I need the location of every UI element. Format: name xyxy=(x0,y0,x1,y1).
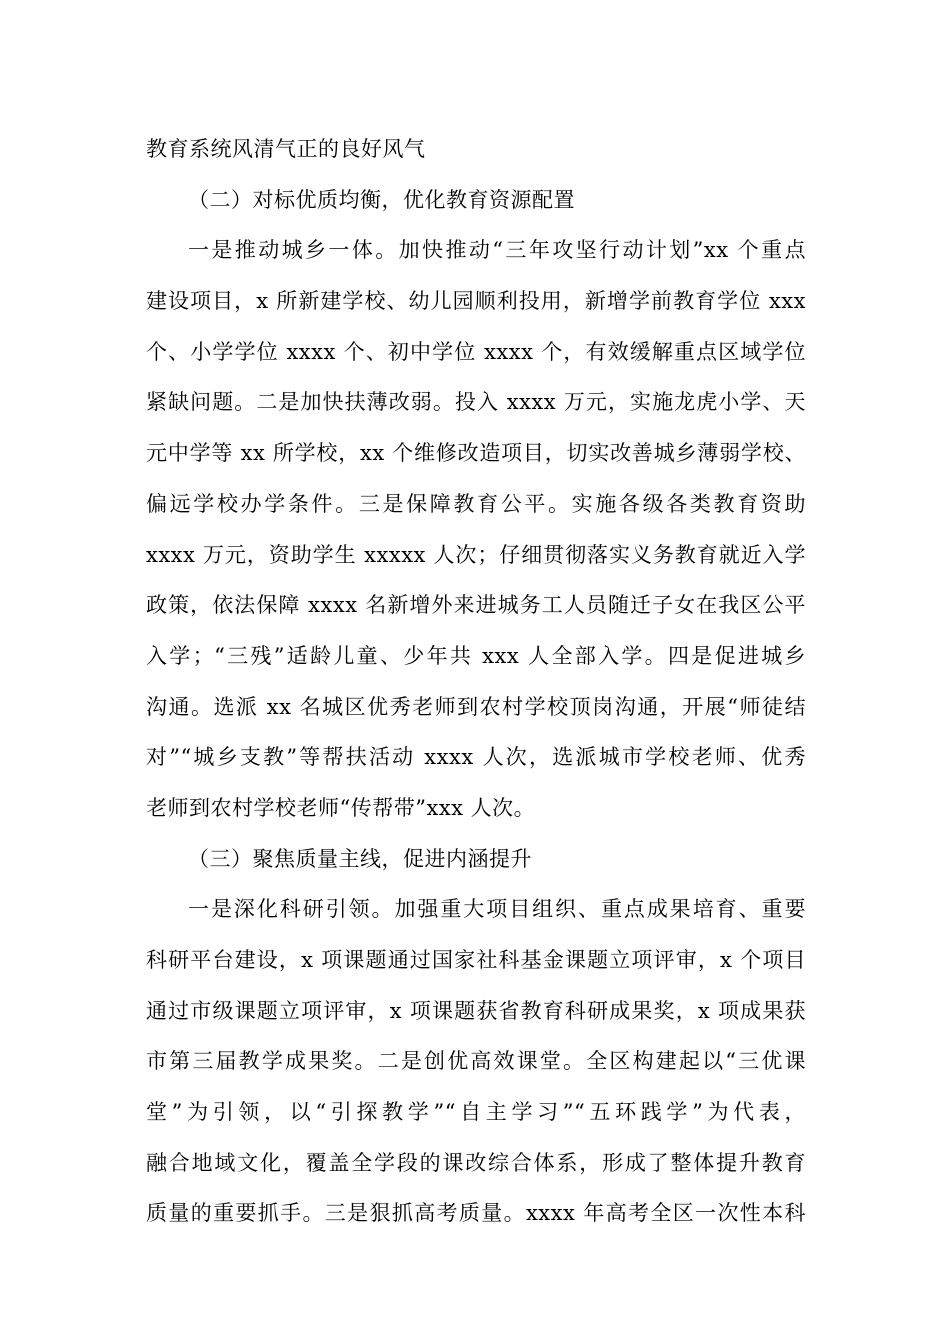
paragraph-continuation-line: 教育系统风清气正的良好风气 xyxy=(146,137,426,161)
paragraph-line: 个、小学学位 xxxx 个、初中学位 xxxx 个，有效缓解重点区域学位 xyxy=(146,339,806,364)
paragraph-line: 一是推动城乡一体。加快推动“三年攻坚行动计划”xx 个重点 xyxy=(188,238,806,263)
paragraph-last-line: 老师到农村学校老师“传帮带”xxx 人次。 xyxy=(146,795,536,820)
paragraph-line: 对”“城乡支教”等帮扶活动 xxxx 人次，选派城市学校老师、优秀 xyxy=(146,745,806,770)
section-heading-3: （三）聚焦质量主线，促进内涵提升 xyxy=(188,846,532,871)
paragraph-line: 一是深化科研引领。加强重大项目组织、重点成果培育、重要 xyxy=(188,897,806,922)
paragraph-line: xxxx 万元，资助学生 xxxxx 人次；仔细贯彻落实义务教育就近入学 xyxy=(146,542,806,567)
document-body xyxy=(146,124,806,1239)
section-heading-2: （二）对标优质均衡，优化教育资源配置 xyxy=(188,187,575,212)
paragraph-line: 元中学等 xx 所学校，xx 个维修改造项目，切实改善城乡薄弱学校、 xyxy=(146,441,806,466)
paragraph-line: 紧缺问题。二是加快扶薄改弱。投入 xxxx 万元，实施龙虎小学、天 xyxy=(146,390,806,415)
paragraph-line: 科研平台建设，x 项课题通过国家社科基金课题立项评审，x 个项目 xyxy=(146,948,806,972)
paragraph-line: 通过市级课题立项评审，x 项课题获省教育科研成果奖，x 项成果获 xyxy=(146,998,806,1023)
paragraph-line: 建设项目，x 所新建学校、幼儿园顺利投用，新增学前教育学位 xxx xyxy=(146,289,806,314)
paragraph-line: 入学；“三残”适龄儿童、少年共 xxx 人全部入学。四是促进城乡 xyxy=(146,643,806,668)
paragraph-line: 偏远学校办学条件。三是保障教育公平。实施各级各类教育资助 xyxy=(146,491,806,516)
paragraph-line: 融合地域文化，覆盖全学段的课改综合体系，形成了整体提升教育 xyxy=(146,1150,806,1175)
paragraph-line: 沟通。选派 xx 名城区优秀老师到农村学校顶岗沟通，开展“师徒结 xyxy=(146,694,806,719)
paragraph-line: 质量的重要抓手。三是狠抓高考质量。xxxx 年高考全区一次性本科 xyxy=(146,1201,806,1226)
paragraph-line: 市第三届教学成果奖。二是创优高效课堂。全区构建起以“三优课 xyxy=(146,1049,806,1074)
paragraph-line: 堂”为引领，以“引探教学”“自主学习”“五环践学”为代表， xyxy=(146,1100,806,1125)
paragraph-line: 政策，依法保障 xxxx 名新增外来进城务工人员随迁子女在我区公平 xyxy=(146,593,806,618)
